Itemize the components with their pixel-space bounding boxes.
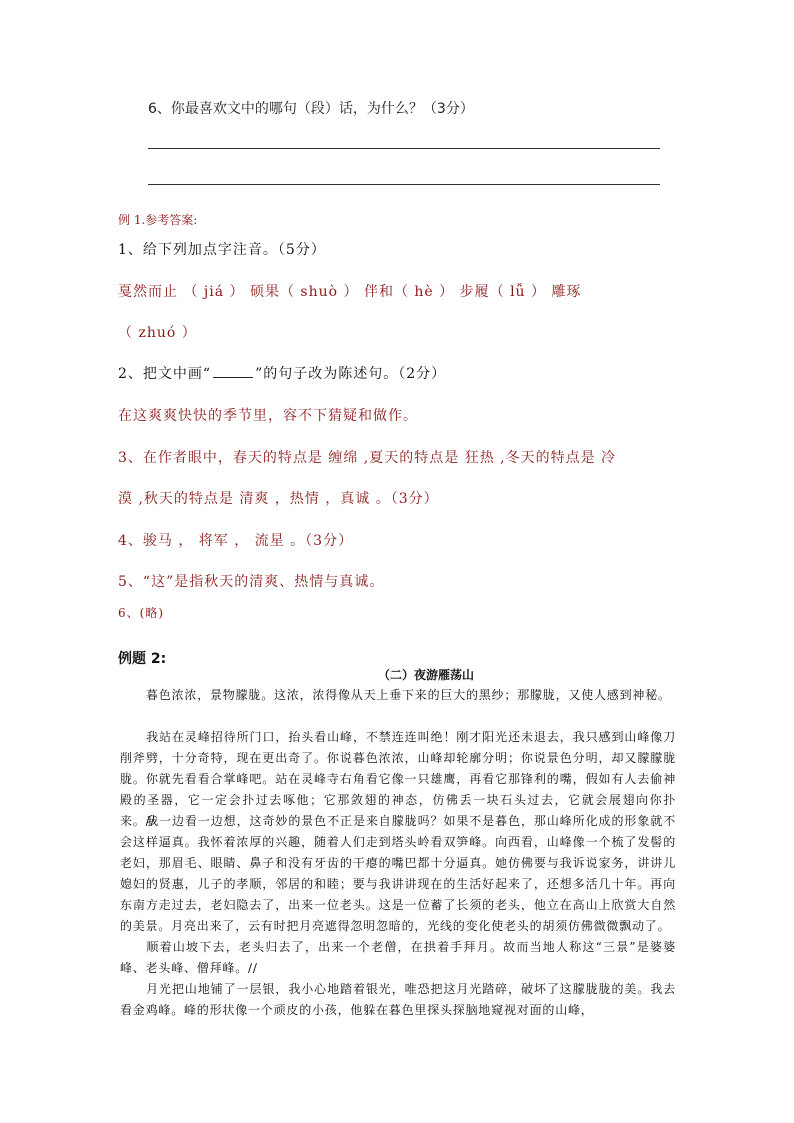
answer-q1-line-2: （ zhuó ） — [118, 325, 197, 341]
passage-paragraph-4: 顺着山坡下去，老头归去了，出来一个老僧，在拱着手拜月。故而当地人称这“三景”是婆婆峰、老头峰、僧拜峰。// — [120, 940, 676, 975]
answers-heading: 例 1.参考答案: — [118, 213, 198, 227]
answer-q1-line-1: 戛然而止 （ jiá ） 硕果（ shuò ） 伴和（ hè ） 步履（ lǚ ） 雕琢 — [118, 284, 582, 300]
passage-paragraph-1: 暮色浓浓，景物朦胧。这浓，浓得像从天上垂下来的巨大的黑纱；那朦胧，又使人感到神秘。 — [146, 688, 671, 702]
answer-q2-text: 在这爽爽快快的季节里，容不下猜疑和做作。 — [118, 408, 418, 424]
answer-q5: 5、“这”是指秋天的清爽、热情与真诚。 — [118, 574, 385, 590]
answer-line-1 — [148, 148, 660, 149]
q2-title-before: 2、把文中画“ — [118, 366, 212, 382]
example-2-label: 例题 2: — [118, 651, 167, 667]
passage-paragraph-5: 月光把山地铺了一层银，我小心地踏着银光，唯恐把这月光踏碎，破坏了这朦胧胧的美。我去看金鸡峰。峰的形状像一个顽皮的小孩，他躲在暮色里探头探脑地窥视对面的山峰， — [120, 982, 676, 1017]
answer-q4: 4、骏马 ， 将军 ， 流星 。（3分） — [118, 533, 354, 549]
answer-q6: 6、(略) — [118, 606, 164, 620]
passage-paragraph-3: 我一边看一边想，这奇妙的景色不正是来自朦胧吗？如果不是暮色，那山峰所化成的形象就不会这样逼真。我怀着浓厚的兴趣，随着人们走到塔头岭看双笋峰。向西看，山峰像一个梳了发髻的老妇，那眉毛、眼睛、鼻子和没有牙齿的干瘪的嘴巴都十分逼真。她仿佛要与我诉说家务，讲讲儿媳妇的贤惠，儿子的孝顺，邻居的和睦；要与我讲讲现在的生活好起来了，还想多活几十年。再向东南方走过去，老妇隐去了，出来一位老头。这是一位蓄了长须的老头，他立在高山上欣赏大自然的美景。月亮出来了，云有时把月亮遮得忽明忽暗的，光线的变化使老头的胡须仿佛微微飘动了。 — [120, 814, 676, 933]
answer-q3-line-1: 3、在作者眼中，春天的特点是 缠绵 ,夏天的特点是 狂热 ,冬天的特点是 冷 — [118, 450, 617, 466]
answer-q2-title — [118, 363, 446, 383]
answer-line-2 — [148, 184, 660, 185]
passage-paragraph-2: 我站在灵峰招待所门口，抬头看山峰，不禁连连叫绝！刚才阳光还未退去，我只感到山峰像刀削斧劈，十分奇特，现在更出奇了。你说暮色浓浓，山峰却轮廓分明；你说景色分明，却又朦朦胧胧。你就先看看合掌峰吧。站在灵峰寺右角看它像一只雄鹰，再看它那锋利的嘴，假如有人去偷神殿的圣器，它一定会扑过去啄他；它那敛翅的神态，仿佛丢一块石头过去，它就会展翅向你扑来。// — [120, 730, 676, 828]
underline-blank — [213, 377, 253, 378]
q2-title-after: ”的句子改为陈述句。（2分） — [255, 366, 447, 382]
answer-q1-title: 1、给下列加点字注音。（5分） — [118, 242, 326, 258]
question-6-prompt: 6、你最喜欢文中的哪句（段）话，为什么？（3分） — [148, 101, 474, 117]
answer-q3-line-2: 漠 ,秋天的特点是 清爽 ，热情 ，真诚 。（3分） — [118, 491, 439, 507]
passage-title: （二）夜游雁荡山 — [378, 668, 475, 682]
